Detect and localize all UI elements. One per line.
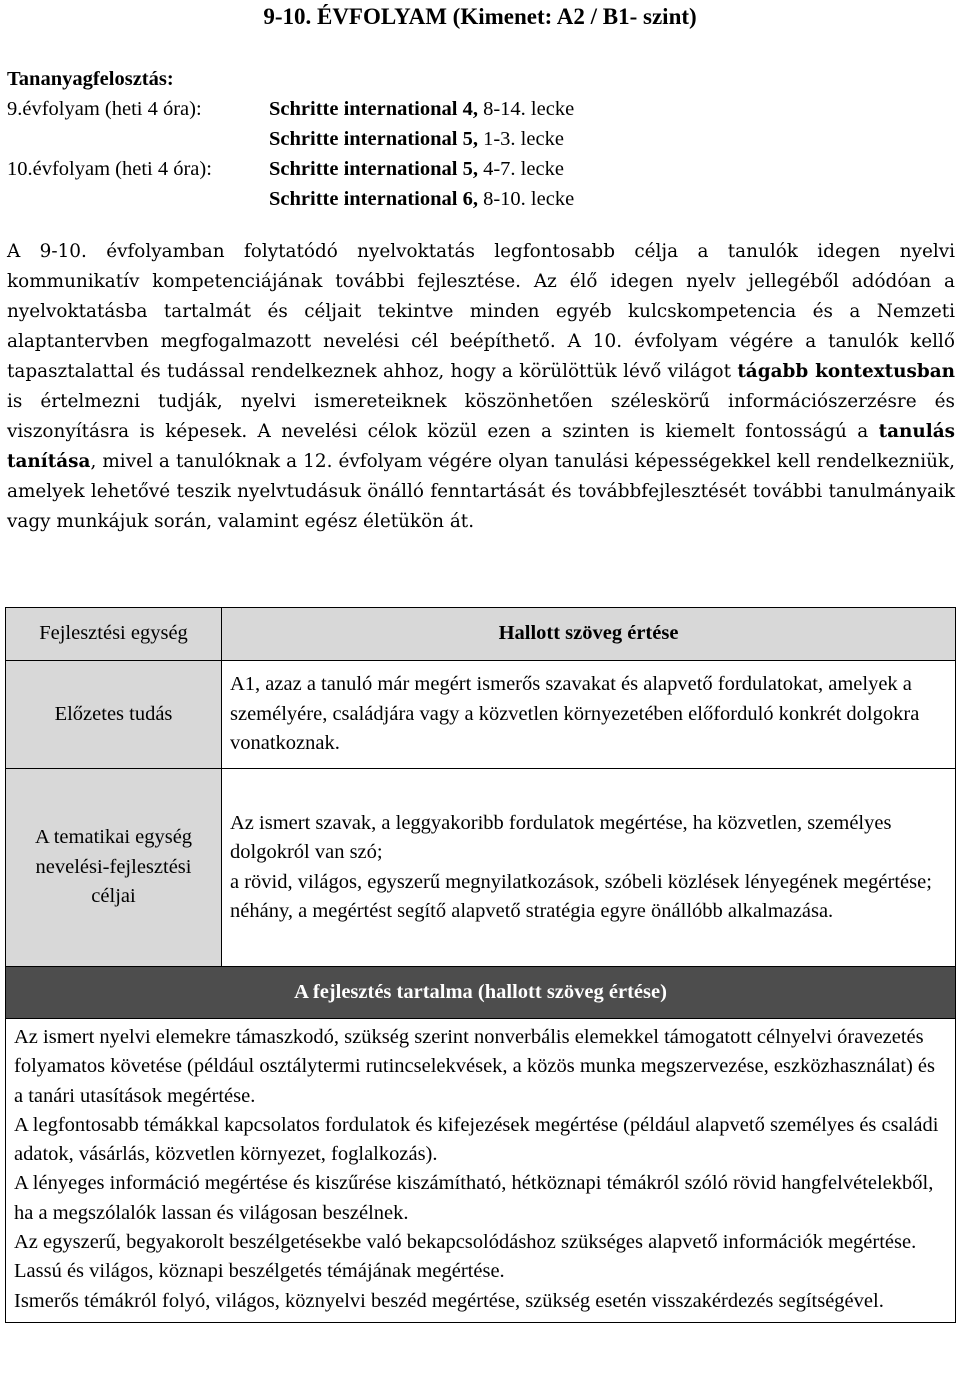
intro-text: , mivel a tanulóknak a 12. évfolyam végére olyan tanulási képességekkel kell rendelkezniük, amelyek lehetővé teszik nyelvtudásuk önálló fenntartását és továbbfejlesztését további tanulmányaik vagy munkájuk során, valamint egész életükön át.	[7, 451, 955, 532]
prior-knowledge-text: A1, azaz a tanuló már megért ismerős szavakat és alapvető fordulatokat, amelyek a személyére, családjára vagy a közvetlen környezetében előforduló konkrét dolgokra vonatkoznak.	[230, 673, 920, 755]
table-row	[6, 967, 956, 1019]
content-cell	[6, 1019, 956, 1323]
goal-item: Az ismert szavak, a leggyakoribb fordulatok megértése, ha közvetlen, személyes dolgokról van szó;	[230, 811, 892, 863]
unit-label: Fejlesztési egység	[39, 622, 188, 645]
goals-label: A tematikai egység nevelési-fejlesztési céljai	[34, 826, 193, 908]
textbook-title: Schritte international 6,	[269, 188, 478, 210]
content-item: Ismerős témákról folyó, világos, köznyelvi beszéd megértése, szükség esetén visszakérdezés segítségével.	[14, 1289, 884, 1312]
allocation-heading: Tananyagfelosztás:	[7, 68, 174, 90]
grade-label: 9.évfolyam (heti 4 óra):	[7, 98, 202, 120]
table-row	[6, 769, 956, 967]
goal-item: a rövid, világos, egyszerű megnyilatkozások, szóbeli közlések lényegének megértése;	[230, 870, 932, 893]
goals-label-cell	[6, 769, 222, 967]
content-item: Az egyszerű, begyakorolt beszélgetésekbe való bekapcsolódáshoz szükséges alapvető információk megértése.	[14, 1231, 917, 1254]
prior-knowledge-cell	[222, 661, 956, 769]
table-row	[6, 608, 956, 661]
textbook-title: Schritte international 4,	[269, 98, 478, 120]
grade-label	[7, 124, 269, 154]
curriculum-allocation	[7, 64, 947, 214]
textbook-entry	[269, 94, 574, 124]
textbook-title: Schritte international 5,	[269, 128, 478, 150]
lesson-range: 1-3. lecke	[477, 128, 564, 150]
content-item: Az ismert nyelvi elemekre támaszkodó, szükség szerint nonverbális elemekkel támogatott célnyelvi óravezetés folyamatos követése (például osztálytermi rutincselekvések, a közös munka megszervezése, eszközhasználat) és a tanári utasítások megértése.	[14, 1026, 935, 1107]
intro-text: is értelmezni tudják, nyelvi ismereteiknek köszönhetően széleskörű információszerzésre és viszonyításra is képesek. A nevelési célok közül ezen a szinten is kiemelt fontosságú a	[7, 391, 955, 442]
content-heading-cell	[6, 967, 956, 1019]
development-unit-table	[5, 607, 956, 1323]
allocation-row	[7, 184, 947, 214]
allocation-row	[7, 124, 947, 154]
goal-item: néhány, a megértést segítő alapvető stratégia egyre önállóbb alkalmazása.	[230, 900, 834, 922]
intro-emphasis: tanulás tanítása	[7, 421, 955, 472]
goals-cell	[222, 769, 956, 967]
textbook-title: Schritte international 5,	[269, 158, 478, 180]
table-row	[6, 661, 956, 769]
unit-value-cell	[222, 608, 956, 661]
intro-paragraph	[7, 237, 955, 537]
textbook-entry	[269, 124, 564, 154]
content-item: A lényeges információ megértése és kiszűrése kiszámítható, hétköznapi témákról szóló rövid hangfelvételekből, ha a megszólalók lassan és világosan beszélnek.	[14, 1172, 934, 1224]
allocation-row	[7, 154, 947, 184]
unit-label-cell	[6, 608, 222, 661]
unit-value: Hallott szöveg értése	[498, 622, 679, 645]
prior-knowledge-label-cell	[6, 661, 222, 769]
textbook-entry	[269, 154, 564, 184]
intro-text: A 9-10. évfolyamban folytatódó nyelvoktatás legfontosabb célja a tanulók idegen nyelvi kommunikatív kompetenciájának további fejlesztése. Az élő idegen nyelv jellegéből adódóan a nyelvoktatásba tartalmát és céljait tekintve minden egyéb kulcskompetencia és a Nemzeti alaptantervben megfogalmazott nevelési cél beépíthető. A 10. évfolyam végére a tanulók kellő tapasztalattal és tudással rendelkeznek ahhoz, hogy a körülöttük lévő világot	[7, 241, 955, 382]
lesson-range: 8-10. lecke	[477, 188, 575, 210]
table-row	[6, 1019, 956, 1323]
allocation-row	[7, 94, 947, 124]
lesson-range: 8-14. lecke	[477, 98, 575, 120]
prior-knowledge-label: Előzetes tudás	[54, 702, 173, 725]
content-item: A legfontosabb témákkal kapcsolatos fordulatok és kifejezések megértése (például alapvető személyes és családi adatok, vásárlás, közvetlen környezet, foglalkozás).	[14, 1113, 939, 1166]
page-title: 9-10. ÉVFOLYAM (Kimenet: A2 / B1- szint)	[263, 4, 697, 29]
grade-label: 10.évfolyam (heti 4 óra):	[7, 158, 212, 180]
intro-emphasis: tágabb kontextusban	[737, 361, 955, 382]
grade-label	[7, 184, 269, 214]
content-item: Lassú és világos, köznapi beszélgetés témájának megértése.	[14, 1260, 505, 1283]
textbook-entry	[269, 184, 574, 214]
content-heading: A fejlesztés tartalma (hallott szöveg értése)	[294, 980, 667, 1003]
lesson-range: 4-7. lecke	[477, 158, 564, 180]
